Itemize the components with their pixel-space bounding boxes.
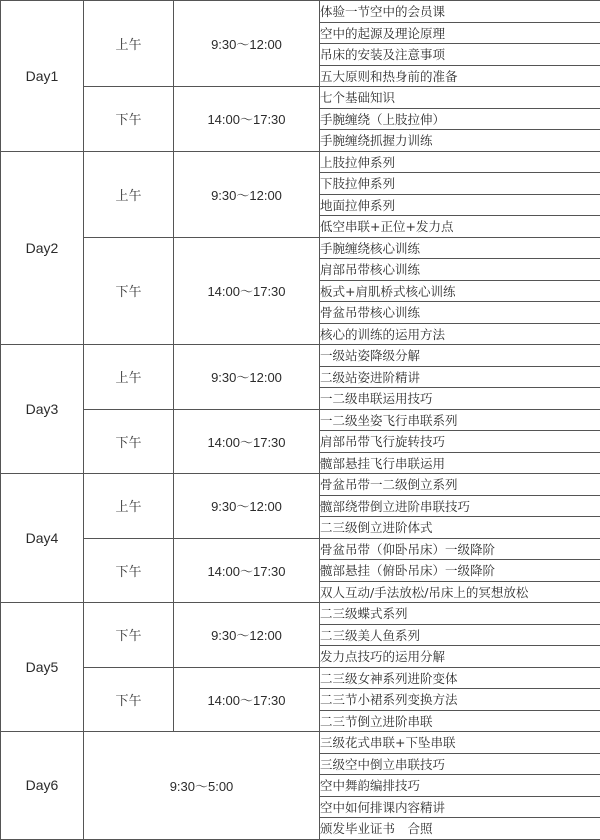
topic-item: 肩部吊带核心训练 (320, 259, 600, 281)
topic-item: 空中舞韵编排技巧 (320, 775, 600, 797)
session-time: 14:00～17:30 (174, 87, 320, 152)
topic-item: 手腕缠绕（上肢拉伸） (320, 108, 600, 130)
topic-item: 骨盆吊带核心训练 (320, 302, 600, 324)
topic-item: 三级空中倒立串联技巧 (320, 753, 600, 775)
topic-item: 二三节小裙系列变换方法 (320, 689, 600, 711)
schedule-row (1, 1, 600, 23)
schedule-row (1, 474, 600, 496)
topic-item: 肩部吊带飞行旋转技巧 (320, 431, 600, 453)
topic-item: 一级站姿降级分解 (320, 345, 600, 367)
schedule-row (1, 87, 600, 109)
topic-item: 二三级蝶式系列 (320, 603, 600, 625)
topic-item: 下肢拉伸系列 (320, 173, 600, 195)
topic-item: 手腕缠绕抓握力训练 (320, 130, 600, 152)
session-period: 上午 (84, 1, 174, 87)
schedule-body (1, 1, 600, 840)
topic-item: 三级花式串联+下坠串联 (320, 732, 600, 754)
schedule-row (1, 237, 600, 259)
session-period: 上午 (84, 345, 174, 410)
schedule-row (1, 603, 600, 625)
topic-item: 上肢拉伸系列 (320, 151, 600, 173)
day-label: Day4 (1, 474, 84, 603)
session-period: 下午 (84, 87, 174, 152)
topic-item: 颁发毕业证书 合照 (320, 818, 600, 840)
topic-item: 骨盆吊带一二级倒立系列 (320, 474, 600, 496)
session-period: 下午 (84, 538, 174, 603)
session-time: 9:30～5:00 (84, 732, 320, 840)
topic-item: 核心的训练的运用方法 (320, 323, 600, 345)
session-period: 下午 (84, 409, 174, 474)
topic-item: 发力点技巧的运用分解 (320, 646, 600, 668)
topic-item: 双人互动/手法放松/吊床上的冥想放松 (320, 581, 600, 603)
schedule-row (1, 732, 600, 754)
day-label: Day2 (1, 151, 84, 345)
topic-item: 一二级坐姿飞行串联系列 (320, 409, 600, 431)
session-period: 下午 (84, 667, 174, 732)
session-time: 14:00～17:30 (174, 667, 320, 732)
day-label: Day3 (1, 345, 84, 474)
topic-item: 地面拉伸系列 (320, 194, 600, 216)
session-period: 下午 (84, 603, 174, 668)
topic-item: 体验一节空中的会员课 (320, 1, 600, 23)
topic-item: 低空串联+正位+发力点 (320, 216, 600, 238)
topic-item: 骨盆吊带（仰卧吊床）一级降阶 (320, 538, 600, 560)
session-time: 9:30～12:00 (174, 1, 320, 87)
day-label: Day5 (1, 603, 84, 732)
topic-item: 板式+肩肌桥式核心训练 (320, 280, 600, 302)
session-time: 14:00～17:30 (174, 237, 320, 345)
topic-item: 二三级倒立进阶体式 (320, 517, 600, 539)
schedule-row (1, 409, 600, 431)
topic-item: 七个基础知识 (320, 87, 600, 109)
session-time: 14:00～17:30 (174, 538, 320, 603)
schedule-row (1, 538, 600, 560)
schedule-row (1, 667, 600, 689)
session-time: 9:30～12:00 (174, 474, 320, 539)
topic-item: 五大原则和热身前的准备 (320, 65, 600, 87)
topic-item: 二三级女神系列进阶变体 (320, 667, 600, 689)
schedule-row (1, 345, 600, 367)
topic-item: 吊床的安装及注意事项 (320, 44, 600, 66)
session-period: 上午 (84, 151, 174, 237)
topic-item: 髋部悬挂飞行串联运用 (320, 452, 600, 474)
day-label: Day1 (1, 1, 84, 152)
topic-item: 空中的起源及理论原理 (320, 22, 600, 44)
session-period: 下午 (84, 237, 174, 345)
topic-item: 二三节倒立进阶串联 (320, 710, 600, 732)
session-time: 14:00～17:30 (174, 409, 320, 474)
topic-item: 髋部悬挂（俯卧吊床）一级降阶 (320, 560, 600, 582)
topic-item: 一二级串联运用技巧 (320, 388, 600, 410)
session-time: 9:30～12:00 (174, 345, 320, 410)
topic-item: 空中如何排课内容精讲 (320, 796, 600, 818)
session-period: 上午 (84, 474, 174, 539)
day-label: Day6 (1, 732, 84, 840)
topic-item: 二级站姿进阶精讲 (320, 366, 600, 388)
topic-item: 手腕缠绕核心训练 (320, 237, 600, 259)
schedule-row (1, 151, 600, 173)
topic-item: 二三级美人鱼系列 (320, 624, 600, 646)
session-time: 9:30～12:00 (174, 151, 320, 237)
session-time: 9:30～12:00 (174, 603, 320, 668)
topic-item: 髋部绕带倒立进阶串联技巧 (320, 495, 600, 517)
